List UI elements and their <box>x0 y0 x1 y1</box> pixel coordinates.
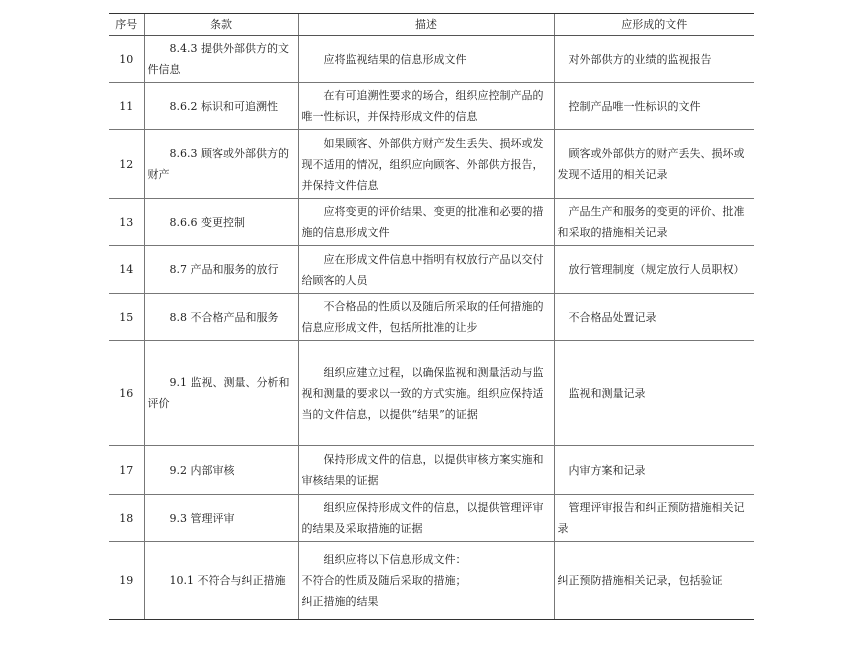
row-number: 11 <box>109 83 144 130</box>
table-row <box>109 246 754 294</box>
row-clause: 9.2 内部审核 <box>144 446 298 495</box>
header-description: 描述 <box>298 14 554 36</box>
table-row <box>109 341 754 446</box>
row-clause: 10.1 不符合与纠正措施 <box>144 542 298 620</box>
row-number: 10 <box>109 36 144 83</box>
table-row <box>109 83 754 130</box>
row-description: 如果顾客、外部供方财产发生丢失、损坏或发现不适用的情况，组织应向顾客、外部供方报告，并保持文件信息 <box>298 130 554 199</box>
row-number: 19 <box>109 542 144 620</box>
row-clause: 8.6.3 顾客或外部供方的财产 <box>144 130 298 199</box>
row-required-document: 不合格品处置记录 <box>554 294 754 341</box>
table-row <box>109 199 754 246</box>
row-number: 15 <box>109 294 144 341</box>
row-number: 18 <box>109 495 144 542</box>
table-row <box>109 294 754 341</box>
row-required-document: 顾客或外部供方的财产丢失、损坏或发现不适用的相关记录 <box>554 130 754 199</box>
table-row <box>109 36 754 83</box>
row-clause: 8.7 产品和服务的放行 <box>144 246 298 294</box>
table-row <box>109 542 754 620</box>
row-description: 在有可追溯性要求的场合，组织应控制产品的唯一性标识，并保持形成文件的信息 <box>298 83 554 130</box>
row-required-document: 产品生产和服务的变更的评价、批准和采取的措施相关记录 <box>554 199 754 246</box>
description-line: 不符合的性质及随后采取的措施； <box>301 574 467 587</box>
description-line: 组织应将以下信息形成文件： <box>323 553 467 566</box>
row-description: 应在形成文件信息中指明有权放行产品以交付给顾客的人员 <box>298 246 554 294</box>
row-clause: 8.6.2 标识和可追溯性 <box>144 83 298 130</box>
row-required-document: 放行管理制度（规定放行人员职权） <box>554 246 754 294</box>
row-required-document: 对外部供方的业绩的监视报告 <box>554 36 754 83</box>
header-number: 序号 <box>109 14 144 36</box>
row-description: 保持形成文件的信息，以提供审核方案实施和审核结果的证据 <box>298 446 554 495</box>
row-number: 13 <box>109 199 144 246</box>
row-required-document: 纠正预防措施相关记录，包括验证 <box>554 542 754 620</box>
row-description <box>298 542 554 620</box>
row-number: 14 <box>109 246 144 294</box>
table-header-row <box>109 14 754 36</box>
row-description: 应将监视结果的信息形成文件 <box>298 36 554 83</box>
row-clause: 8.6.6 变更控制 <box>144 199 298 246</box>
row-clause: 9.3 管理评审 <box>144 495 298 542</box>
row-clause: 9.1 监视、测量、分析和评价 <box>144 341 298 446</box>
row-required-document: 控制产品唯一性标识的文件 <box>554 83 754 130</box>
row-description: 组织应保持形成文件的信息，以提供管理评审的结果及采取措施的证据 <box>298 495 554 542</box>
header-required-document: 应形成的文件 <box>554 14 754 36</box>
table-row <box>109 446 754 495</box>
row-description: 应将变更的评价结果、变更的批准和必要的措施的信息形成文件 <box>298 199 554 246</box>
table-row <box>109 130 754 199</box>
table-row <box>109 495 754 542</box>
row-description: 组织应建立过程，以确保监视和测量活动与监视和测量的要求以一致的方式实施。组织应保持适当的文件信息，以提供“结果”的证据 <box>298 341 554 446</box>
row-number: 16 <box>109 341 144 446</box>
header-clause: 条款 <box>144 14 298 36</box>
row-number: 17 <box>109 446 144 495</box>
row-required-document: 管理评审报告和纠正预防措施相关记录 <box>554 495 754 542</box>
row-required-document: 内审方案和记录 <box>554 446 754 495</box>
clause-document-table <box>109 13 754 620</box>
row-required-document: 监视和测量记录 <box>554 341 754 446</box>
row-clause: 8.8 不合格产品和服务 <box>144 294 298 341</box>
row-number: 12 <box>109 130 144 199</box>
description-line: 纠正措施的结果 <box>301 595 379 608</box>
row-description: 不合格品的性质以及随后所采取的任何措施的信息应形成文件，包括所批准的让步 <box>298 294 554 341</box>
row-clause: 8.4.3 提供外部供方的文件信息 <box>144 36 298 83</box>
